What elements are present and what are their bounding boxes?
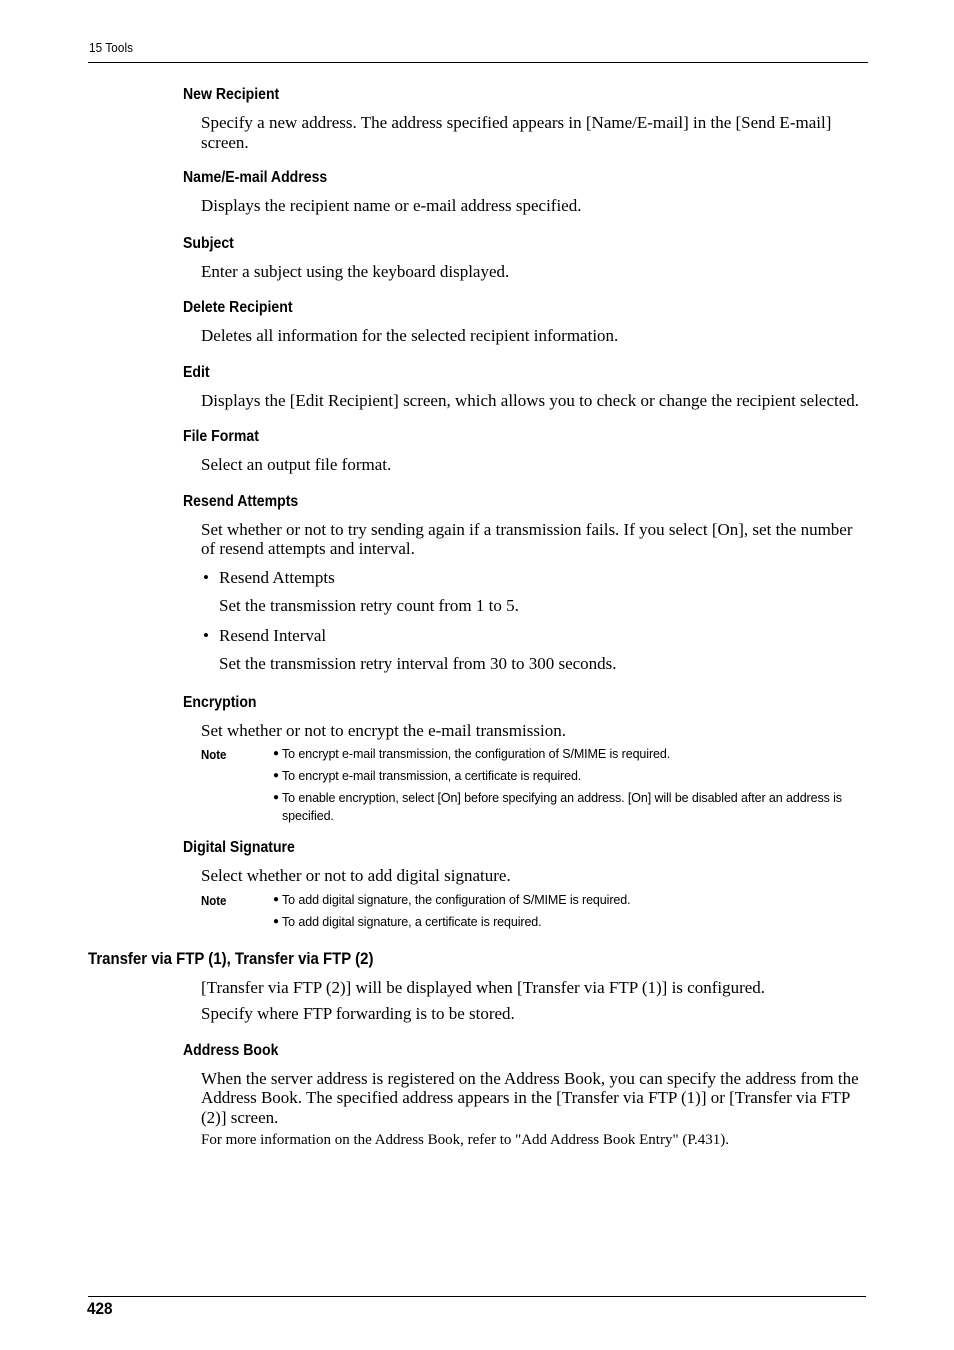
text-address-book: When the server address is registered on the Address Book, you can specify the address from the Address Book. The specified address appears in the [Transfer via FTP (1)] or [Transfer via FTP (2)] screen. — [201, 1068, 859, 1127]
heading-subject: Subject — [183, 234, 234, 252]
header-rule — [88, 62, 868, 63]
note-item — [273, 767, 866, 785]
heading-address-book: Address Book — [183, 1041, 279, 1059]
heading-transfer-ftp: Transfer via FTP (1), Transfer via FTP (2) — [88, 948, 374, 968]
note-item — [273, 745, 866, 763]
page-number: 428 — [87, 1299, 113, 1318]
bullet-icon: ● — [273, 893, 279, 905]
note-text: To add digital signature, a certificate is required. — [282, 914, 542, 929]
heading-edit: Edit — [183, 363, 210, 381]
bullet-icon: ● — [273, 748, 279, 759]
note-text: To encrypt e-mail transmission, the configuration of S/MIME is required. — [282, 747, 671, 761]
heading-file-format: File Format — [183, 428, 259, 445]
bullet-icon: • — [203, 567, 209, 587]
text-file-format: Select an output file format. — [201, 455, 392, 474]
list-item-label: Resend Interval — [219, 625, 327, 645]
footer-rule — [88, 1296, 866, 1297]
bullet-icon: ● — [273, 770, 279, 781]
heading-digital-signature: Digital Signature — [183, 839, 295, 856]
text-address-book-reference: For more information on the Address Book, refer to "Add Address Book Entry" (P.431). — [201, 1132, 730, 1148]
heading-name-email: Name/E-mail Address — [183, 169, 328, 186]
text-ftp-2: Specify where FTP forwarding is to be stored. — [201, 1004, 515, 1023]
text-delete-recipient: Deletes all information for the selected recipient information. — [201, 326, 619, 345]
note-list — [273, 745, 866, 825]
list-item — [201, 626, 859, 646]
text-new-recipient: Specify a new address. The address specified appears in [Name/E-mail] in the [Send E-mail] screen. — [201, 113, 832, 152]
text-resend-attempts: Set whether or not to try sending again if a transmission fails. If you select [On], set the number of resend attempts and interval. — [201, 519, 853, 558]
bullet-icon: ● — [273, 792, 279, 803]
text-ftp-1: [Transfer via FTP (2)] will be displayed when [Transfer via FTP (1)] is configured. — [201, 977, 766, 997]
heading-delete-recipient: Delete Recipient — [183, 299, 293, 316]
note-item — [273, 789, 866, 825]
list-item-desc: Set the transmission retry interval from 30 to 300 seconds. — [219, 654, 617, 673]
page-content — [0, 86, 954, 1149]
text-digital-signature: Select whether or not to add digital signature. — [201, 866, 511, 885]
heading-resend-attempts: Resend Attempts — [183, 492, 299, 510]
note-text: To encrypt e-mail transmission, a certificate is required. — [282, 769, 582, 783]
note-item — [273, 891, 866, 909]
text-encryption: Set whether or not to encrypt the e-mail transmission. — [201, 720, 566, 740]
text-name-email: Displays the recipient name or e-mail address specified. — [201, 196, 582, 215]
heading-encryption: Encryption — [183, 693, 257, 711]
note-text: To add digital signature, the configuration of S/MIME is required. — [282, 892, 631, 907]
list-item-label: Resend Attempts — [219, 567, 335, 587]
running-head: 15 Tools — [89, 40, 134, 55]
bullet-icon: • — [203, 625, 209, 645]
list-item-desc: Set the transmission retry count from 1 to 5. — [219, 596, 519, 615]
heading-new-recipient: New Recipient — [183, 86, 280, 103]
list-item — [201, 568, 859, 588]
note-label: Note — [201, 892, 227, 908]
note-text: To enable encryption, select [On] before specifying an address. [On] will be disabled after an address is specified. — [282, 791, 842, 823]
text-edit: Displays the [Edit Recipient] screen, which allows you to check or change the recipient selected. — [201, 390, 860, 410]
bullet-icon: ● — [273, 915, 279, 927]
note-list — [273, 891, 866, 931]
note-encryption — [201, 745, 866, 825]
note-label: Note — [201, 747, 227, 762]
text-subject: Enter a subject using the keyboard displayed. — [201, 261, 510, 281]
note-digital-signature — [201, 891, 866, 931]
note-item — [273, 913, 866, 931]
